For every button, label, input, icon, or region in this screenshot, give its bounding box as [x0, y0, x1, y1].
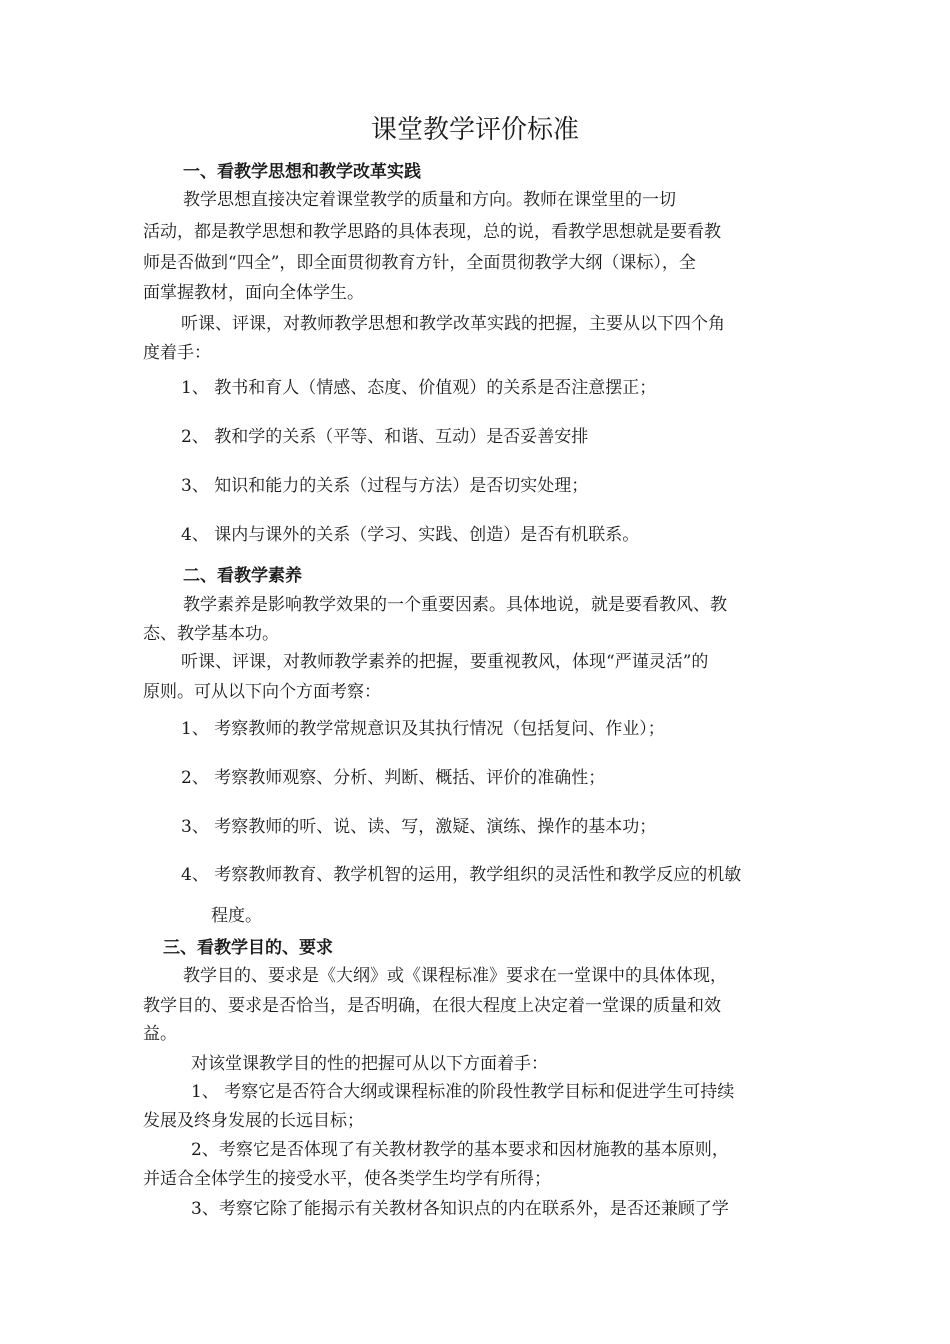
- section-3-heading: 三、看教学目的、要求: [163, 938, 333, 958]
- section-2-heading: 二、看教学素养: [183, 566, 302, 586]
- section-3-item-1-cont: 发展及终身发展的长远目标；: [143, 1111, 364, 1131]
- section-3-item-2: 2、考察它是否体现了有关教材教学的基本要求和因材施教的基本原则，: [191, 1140, 729, 1160]
- section-1-line-4: 面掌握教材，面向全体学生。: [143, 283, 364, 303]
- section-2-item-4-cont: 程度。: [211, 906, 262, 926]
- section-1-item-2: 2、 教和学的关系（平等、和谐、互动）是否妥善安排: [181, 427, 589, 447]
- section-3-line-2: 教学目的、要求是否恰当，是否明确，在很大程度上决定着一堂课的质量和效: [143, 996, 721, 1016]
- section-1-item-1: 1、 教书和育人（情感、态度、价值观）的关系是否注意摆正；: [181, 378, 657, 398]
- section-1-line-6: 度着手：: [143, 343, 211, 363]
- section-2-line-2: 态、教学基本功。: [143, 624, 279, 644]
- document-title: 课堂教学评价标准: [370, 115, 579, 145]
- section-3-line-4: 对该堂课教学目的性的把握可从以下方面着手：: [191, 1054, 548, 1074]
- section-3-item-3: 3、考察它除了能揭示有关教材各知识点的内在联系外，是否还兼顾了学: [191, 1199, 729, 1219]
- section-2-item-1: 1、 考察教师的教学常规意识及其执行情况（包括复问、作业）；: [181, 719, 665, 739]
- section-1-item-3: 3、 知识和能力的关系（过程与方法）是否切实处理；: [181, 476, 589, 496]
- section-1-line-3: 师是否做到“四全”，即全面贯彻教育方针，全面贯彻教学大纲（课标），全: [143, 253, 696, 273]
- section-3-item-1: 1、 考察它是否符合大纲或课程标准的阶段性教学目标和促进学生可持续: [191, 1082, 735, 1102]
- section-3-line-3: 益。: [143, 1024, 177, 1044]
- section-2-line-1: 教学素养是影响教学效果的一个重要因素。具体地说，就是要看教风、教: [183, 595, 727, 615]
- section-2-line-4: 原则。可从以下向个方面考察：: [143, 682, 381, 702]
- section-2-item-2: 2、 考察教师观察、分析、判断、概括、评价的准确性；: [181, 768, 606, 788]
- section-1-line-2: 活动，都是教学思想和教学思路的具体表现，总的说，看教学思想就是要看教: [143, 222, 721, 242]
- section-1-item-4: 4、 课内与课外的关系（学习、实践、创造）是否有机联系。: [181, 525, 640, 545]
- section-3-line-1: 教学目的、要求是《大纲》或《课程标准》要求在一堂课中的具体体现，: [183, 966, 727, 986]
- section-2-line-3: 听课、评课，对教师教学素养的把握，要重视教风，体现“严谨灵活”的: [181, 652, 709, 672]
- section-2-item-4: 4、 考察教师教育、教学机智的运用，教学组织的灵活性和教学反应的机敏: [181, 865, 742, 885]
- section-1-line-5: 听课、评课，对教师教学思想和教学改革实践的把握，主要从以下四个角: [181, 314, 725, 334]
- section-1-line-1: 教学思想直接决定着课堂教学的质量和方向。教师在课堂里的一切: [183, 190, 676, 210]
- section-1-heading: 一、看教学思想和教学改革实践: [183, 162, 421, 182]
- section-3-item-2-cont: 并适合全体学生的接受水平，使各类学生均学有所得；: [143, 1169, 551, 1189]
- section-2-item-3: 3、 考察教师的听、说、读、写，激疑、演练、操作的基本功；: [181, 817, 657, 837]
